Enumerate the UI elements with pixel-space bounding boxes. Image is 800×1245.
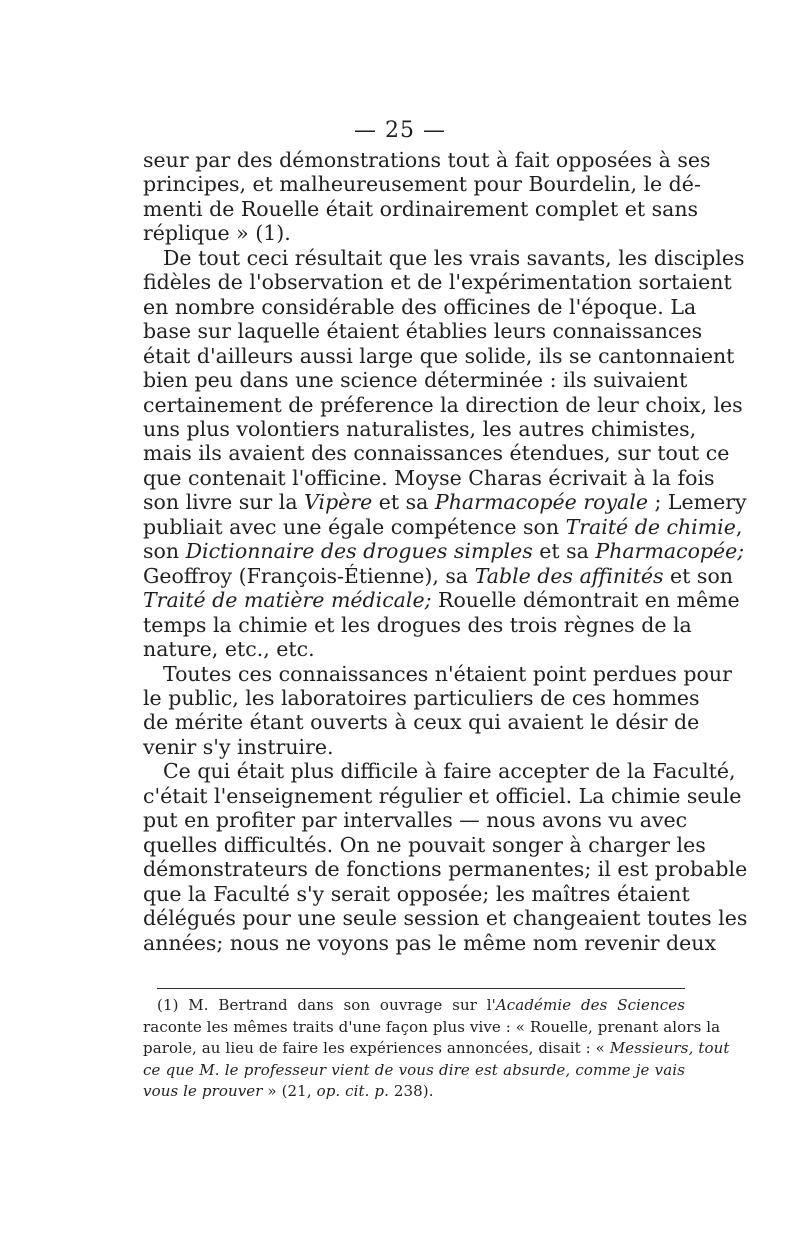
- text-line: [143, 588, 740, 613]
- text-line: [143, 196, 699, 221]
- text-span: et son: [663, 563, 733, 588]
- text-line: [143, 857, 748, 882]
- italic-text: Pharmacopée;: [595, 539, 745, 564]
- text-span: fidèles de l'observation et de l'expérimentation sortaient: [143, 270, 732, 295]
- footnote-line: [143, 1060, 685, 1082]
- text-line: [143, 661, 732, 686]
- italic-text: Table des affinités: [474, 563, 664, 588]
- italic-text: Messieurs, tout: [609, 1039, 730, 1057]
- text-line: [143, 685, 700, 710]
- text-line: [143, 832, 706, 857]
- text-span: seur par des démonstrations tout à fait opposées à ses: [143, 148, 711, 172]
- text-span: et sa: [532, 539, 596, 564]
- text-line: [143, 906, 748, 931]
- text-line: [143, 710, 700, 735]
- text-line: [143, 490, 747, 515]
- text-line: [143, 808, 688, 833]
- text-line: [143, 563, 733, 588]
- text-line: [143, 612, 692, 637]
- text-span: certainement de préference la direction de leur choix, les: [143, 392, 743, 417]
- text-line: [143, 270, 732, 295]
- page-number: — 25 —: [354, 118, 446, 143]
- footnote-line: [143, 995, 685, 1017]
- italic-text: Traité de matière médicale;: [143, 588, 432, 613]
- italic-text: op. cit. p.: [316, 1082, 389, 1100]
- text-span: en nombre considérable des officines de l'époque. La: [143, 294, 697, 319]
- text-span: années; nous ne voyons pas le même nom revenir deux: [143, 930, 717, 955]
- text-span: était d'ailleurs aussi large que solide, ils se cantonnaient: [143, 343, 735, 368]
- text-span: ; Lemery: [647, 490, 747, 515]
- footnote-line: [143, 1038, 730, 1060]
- text-line: [143, 637, 685, 661]
- text-span: le public, les laboratoires particuliers de ces hommes: [143, 685, 700, 710]
- text-line: [143, 783, 742, 808]
- text-line: [143, 392, 743, 417]
- footnote: [143, 995, 730, 1103]
- text-span: Geoffroy (François-Étienne), sa: [143, 563, 475, 588]
- italic-text: vous le prouver: [143, 1082, 263, 1100]
- text-line: [143, 735, 685, 759]
- text-span: et sa: [372, 490, 435, 515]
- body-text: [143, 148, 748, 955]
- text-span: réplique » (1).: [143, 221, 291, 246]
- footnote-line: [143, 1081, 685, 1103]
- text-line: [143, 294, 697, 319]
- text-span: mais ils avaient des connaissances étendues, sur tout ce: [143, 441, 730, 466]
- text-line: [143, 416, 697, 441]
- text-span: Toutes ces connaissances n'étaient point perdues pour: [163, 661, 732, 686]
- text-line: [143, 221, 685, 245]
- text-span: venir s'y instruire.: [143, 734, 334, 759]
- text-span: nature, etc., etc.: [143, 637, 315, 662]
- text-span: Rouelle démontrait en même: [431, 588, 740, 613]
- text-line: [143, 148, 711, 172]
- text-line: [143, 465, 715, 490]
- text-line: [143, 319, 703, 344]
- text-span: raconte les mêmes traits d'une façon plus vive : « Rouelle, prenant alors la: [143, 1017, 721, 1036]
- text-line: [143, 343, 735, 368]
- text-span: quelles difficultés. On ne pouvait songer à charger les: [143, 832, 706, 857]
- text-span: Ce qui était plus difficile à faire accepter de la Faculté,: [163, 759, 736, 784]
- text-span: base sur laquelle étaient établies leurs connaissances: [143, 319, 703, 344]
- text-span: temps la chimie et les drogues des trois règnes de la: [143, 612, 692, 637]
- text-span: bien peu dans une science déterminée : ils suivaient: [143, 368, 688, 393]
- text-span: 238).: [388, 1082, 434, 1100]
- text-line: [143, 759, 736, 784]
- text-span: menti de Rouelle était ordinairement complet et sans: [143, 196, 699, 221]
- text-span: De tout ceci résultait que les vrais savants, les disciples: [163, 245, 745, 270]
- text-span: » (21,: [262, 1082, 317, 1100]
- footnote-line: [143, 1017, 721, 1039]
- text-line: [143, 881, 690, 906]
- text-line: [143, 368, 688, 393]
- text-span: (1) M. Bertrand dans son ouvrage sur l': [157, 996, 496, 1014]
- text-span: son: [143, 539, 186, 564]
- italic-text: Vipère: [304, 490, 373, 515]
- text-span: uns plus volontiers naturalistes, les autres chimistes,: [143, 416, 697, 441]
- text-span: de mérite étant ouverts à ceux qui avaient le désir de: [143, 710, 700, 735]
- text-span: put en profiter par intervalles — nous avons vu avec: [143, 808, 688, 833]
- text-line: [143, 245, 745, 270]
- text-line: [143, 172, 701, 197]
- italic-text: ce que M. le professeur vient de vous dire est absurde, comme je vais: [143, 1060, 685, 1079]
- text-line: [143, 514, 743, 539]
- text-span: démonstrateurs de fonctions permanentes; il est probable: [143, 857, 748, 882]
- text-span: délégués pour une seule session et changeaient toutes les: [143, 906, 748, 931]
- footnote-divider: [157, 988, 685, 989]
- text-line: [143, 441, 730, 466]
- text-span: parole, au lieu de faire les expériences annoncées, disait : «: [143, 1039, 610, 1057]
- text-span: que la Faculté s'y serait opposée; les maîtres étaient: [143, 881, 690, 906]
- text-span: principes, et malheureusement pour Bourdelin, le dé-: [143, 172, 701, 197]
- text-span: ,: [735, 514, 743, 539]
- italic-text: Pharmacopée royale: [434, 490, 648, 515]
- italic-text: Académie des Sciences: [495, 996, 685, 1014]
- text-span: publiait avec une égale compétence son: [143, 514, 566, 539]
- text-span: c'était l'enseignement régulier et officiel. La chimie seule: [143, 783, 742, 808]
- text-line: [143, 930, 717, 955]
- text-line: [143, 539, 745, 564]
- italic-text: Dictionnaire des drogues simples: [185, 539, 533, 564]
- text-span: que contenait l'officine. Moyse Charas écrivait à la fois: [143, 465, 715, 490]
- italic-text: Traité de chimie: [565, 514, 736, 539]
- text-span: son livre sur la: [143, 490, 305, 515]
